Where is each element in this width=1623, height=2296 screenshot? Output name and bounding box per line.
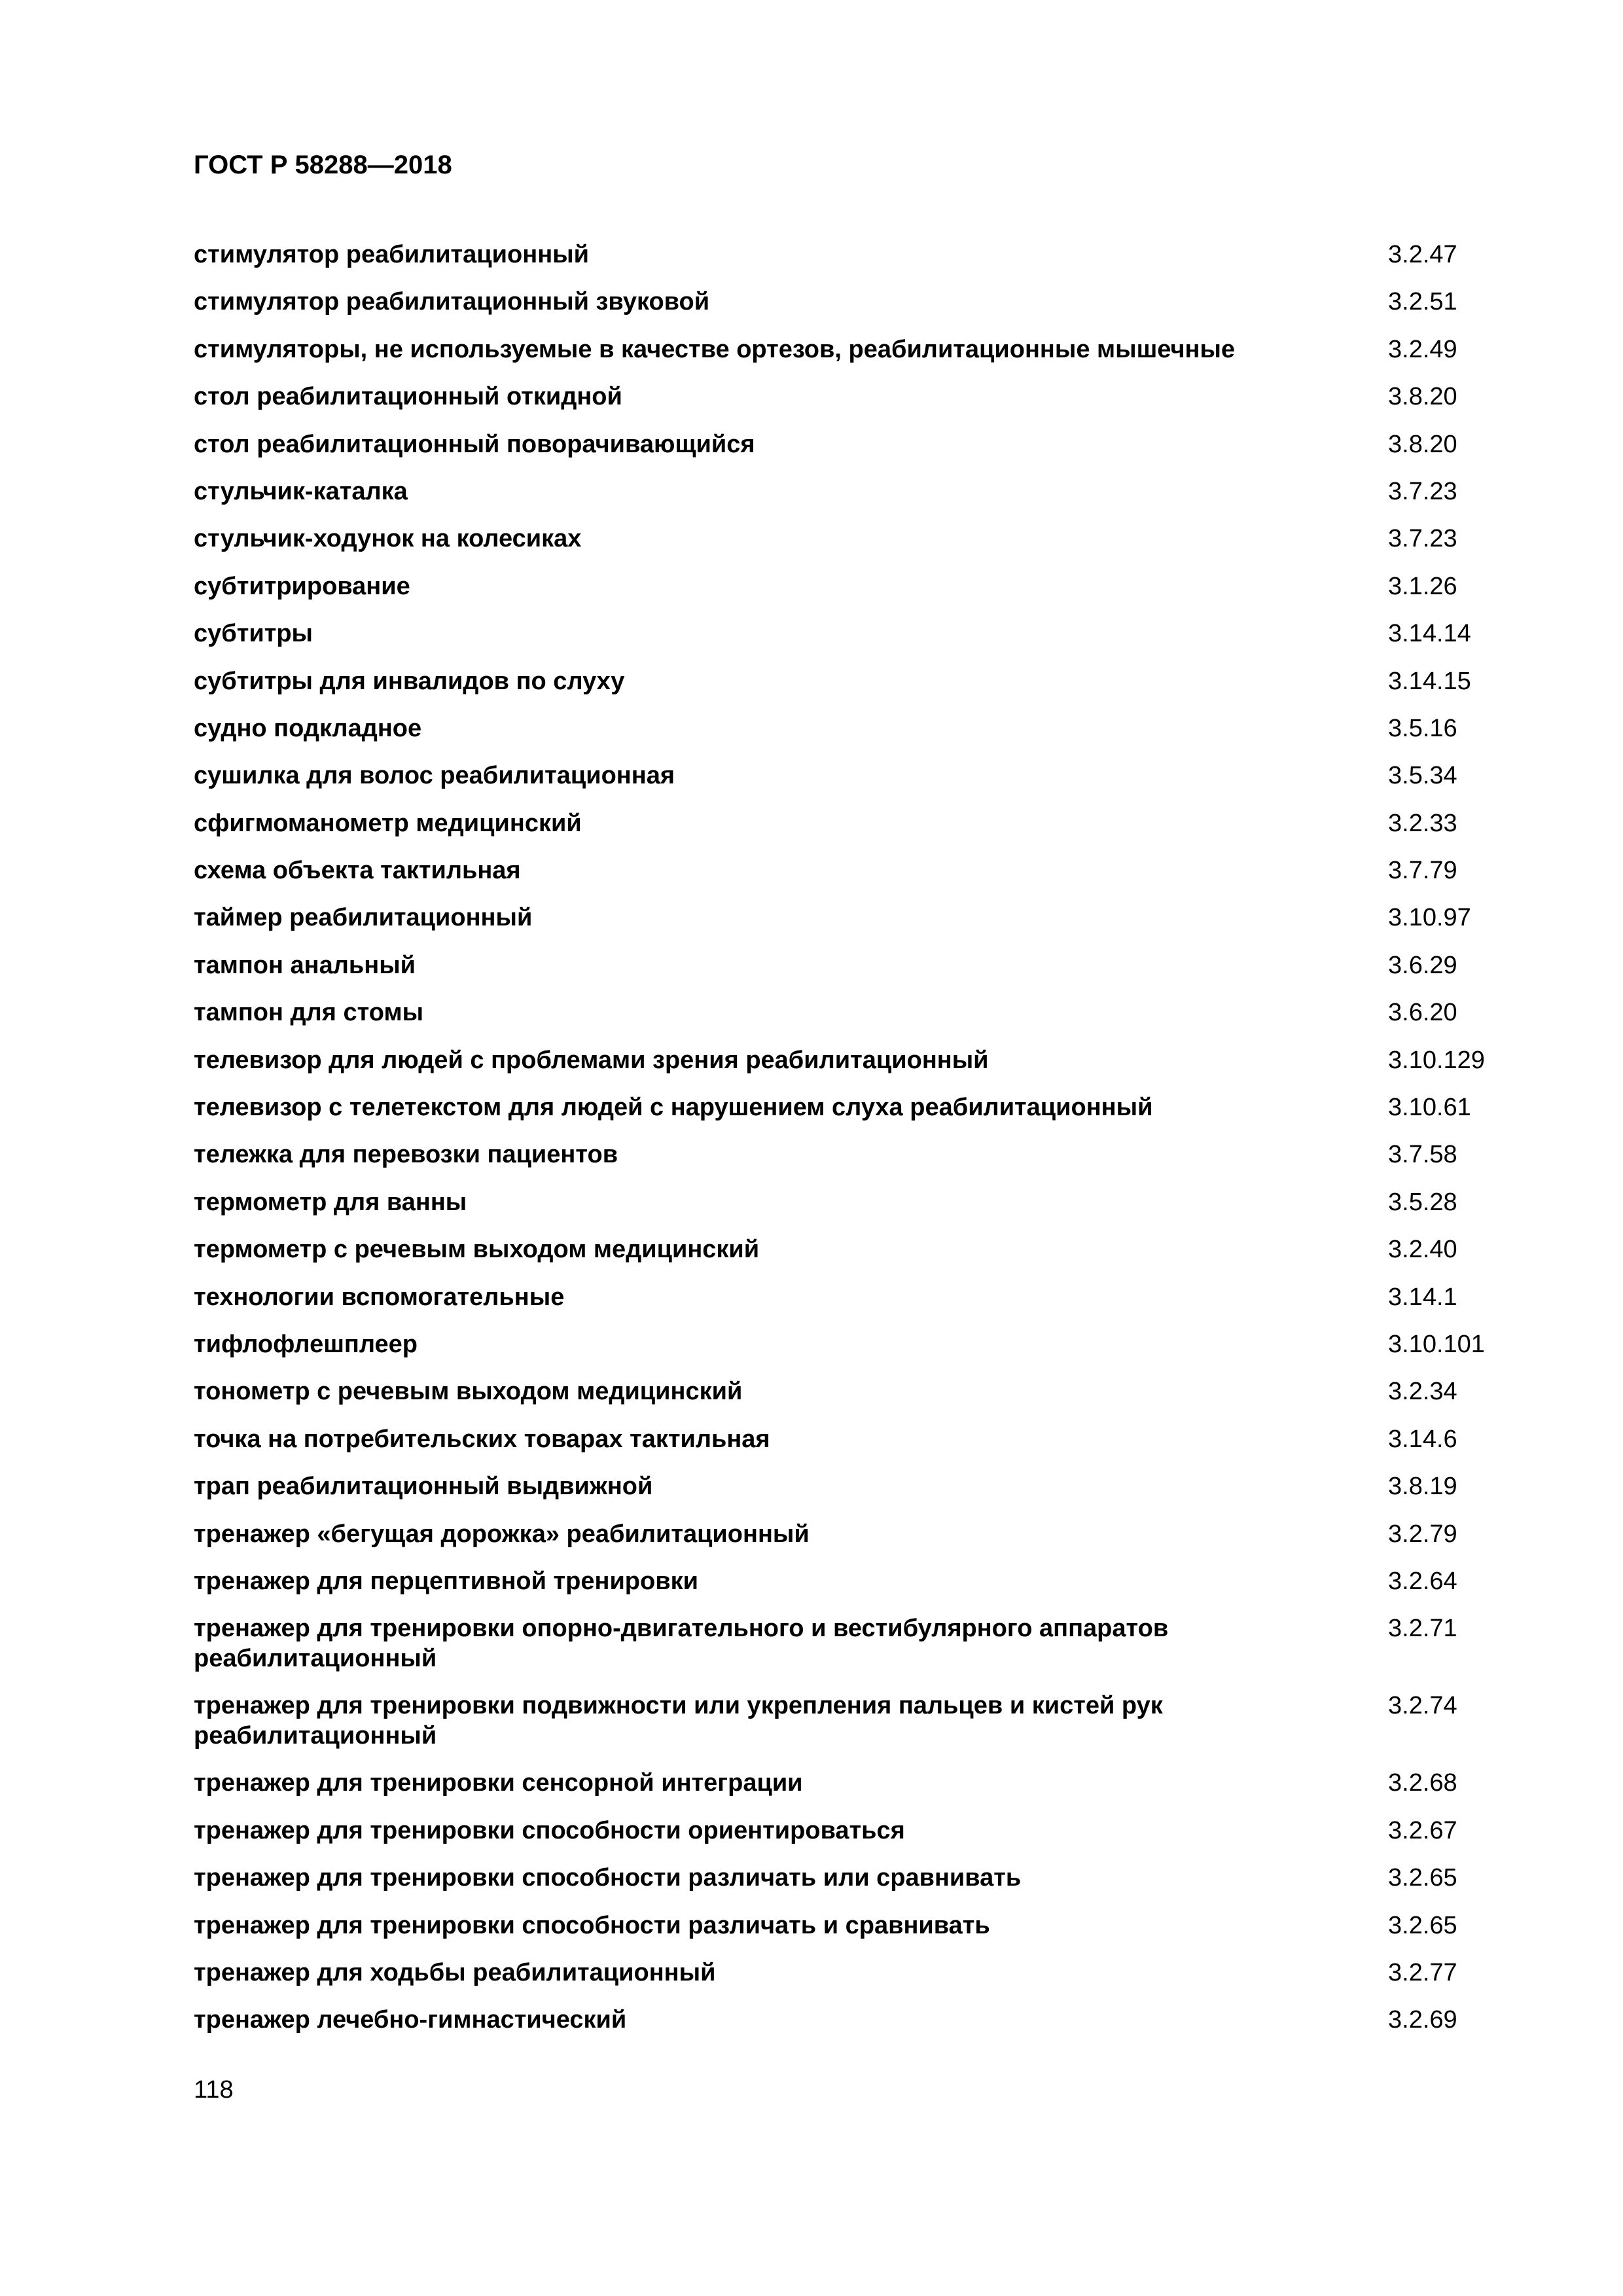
index-term: тренажер лечебно-гимнастический <box>194 2006 627 2034</box>
index-term: телевизор для людей с проблемами зрения реабилитационный <box>194 1046 989 1074</box>
index-term: точка на потребительских товарах тактильная <box>194 1425 770 1453</box>
index-ref: 3.10.97 <box>1388 904 1471 932</box>
index-row <box>194 1376 1503 1424</box>
index-ref: 3.7.23 <box>1388 477 1457 505</box>
index-term: стол реабилитационный поворачивающийся <box>194 430 755 458</box>
index-term: тренажер для тренировки подвижности или укрепления пальцев и кистей рук реабилитационный <box>194 1692 1163 1750</box>
index-ref: 3.10.61 <box>1388 1094 1471 1122</box>
index-ref: 3.2.77 <box>1388 1958 1457 1986</box>
index-ref: 3.2.69 <box>1388 2006 1457 2034</box>
index-row <box>194 950 1503 997</box>
index-ref: 3.7.23 <box>1388 525 1457 553</box>
index-row <box>194 1045 1503 1092</box>
index-ref: 3.2.67 <box>1388 1816 1457 1844</box>
index-list <box>194 240 1503 2053</box>
index-term: стол реабилитационный откидной <box>194 383 622 411</box>
index-row <box>194 240 1503 287</box>
index-row <box>194 1863 1503 1910</box>
index-term: тренажер для ходьбы реабилитационный <box>194 1958 716 1986</box>
index-ref: 3.14.1 <box>1388 1283 1457 1311</box>
index-row <box>194 429 1503 476</box>
index-row <box>194 1139 1503 1187</box>
index-ref: 3.7.58 <box>1388 1141 1457 1169</box>
index-ref: 3.2.34 <box>1388 1378 1457 1406</box>
index-ref: 3.5.34 <box>1388 762 1457 790</box>
index-row <box>194 1519 1503 1566</box>
index-row <box>194 1910 1503 1958</box>
index-row <box>194 2005 1503 2052</box>
index-row <box>194 1329 1503 1376</box>
index-ref: 3.2.51 <box>1388 288 1457 316</box>
index-ref: 3.14.14 <box>1388 620 1471 648</box>
index-ref: 3.6.20 <box>1388 999 1457 1027</box>
index-ref: 3.14.15 <box>1388 667 1471 695</box>
index-term: тифлофлешплеер <box>194 1330 418 1358</box>
index-row <box>194 1566 1503 1613</box>
index-ref: 3.7.79 <box>1388 857 1457 885</box>
index-term: стимулятор реабилитационный звуковой <box>194 288 710 316</box>
index-row <box>194 1424 1503 1471</box>
index-term: субтитрирование <box>194 572 410 600</box>
index-ref: 3.2.71 <box>1388 1615 1457 1643</box>
index-row <box>194 761 1503 808</box>
index-term: сфигмоманометр медицинский <box>194 809 582 837</box>
index-row <box>194 571 1503 619</box>
index-term: стульчик-каталка <box>194 477 408 505</box>
index-ref: 3.6.29 <box>1388 951 1457 979</box>
index-term: стульчик-ходунок на колесиках <box>194 525 582 553</box>
index-ref: 3.2.40 <box>1388 1236 1457 1264</box>
index-ref: 3.8.20 <box>1388 383 1457 411</box>
index-ref: 3.8.19 <box>1388 1473 1457 1501</box>
page-number: 118 <box>194 2076 234 2104</box>
index-row <box>194 1282 1503 1329</box>
index-row <box>194 1471 1503 1518</box>
index-term: тренажер для тренировки сенсорной интеграции <box>194 1769 803 1797</box>
index-term: тренажер для тренировки способности различать и сравнивать <box>194 1911 990 1939</box>
index-ref: 3.2.33 <box>1388 809 1457 837</box>
index-term: тренажер для перцептивной тренировки <box>194 1567 698 1595</box>
index-term: тренажер для тренировки способности различать или сравнивать <box>194 1864 1022 1892</box>
index-ref: 3.2.65 <box>1388 1864 1457 1892</box>
index-term: стимуляторы, не используемые в качестве ортезов, реабилитационные мышечные <box>194 335 1236 363</box>
index-row <box>194 524 1503 571</box>
index-row <box>194 287 1503 334</box>
index-term: субтитры для инвалидов по слуху <box>194 667 625 695</box>
index-ref: 3.2.79 <box>1388 1520 1457 1548</box>
index-term: стимулятор реабилитационный <box>194 241 589 268</box>
index-row <box>194 1958 1503 2005</box>
index-row <box>194 619 1503 666</box>
index-ref: 3.5.28 <box>1388 1188 1457 1216</box>
index-ref: 3.2.49 <box>1388 335 1457 363</box>
index-row <box>194 1234 1503 1282</box>
index-ref: 3.14.6 <box>1388 1425 1457 1453</box>
index-row <box>194 1816 1503 1863</box>
index-row <box>194 903 1503 950</box>
index-term: тренажер для тренировки способности ориентироваться <box>194 1816 905 1844</box>
index-ref: 3.2.64 <box>1388 1567 1457 1595</box>
index-term: трап реабилитационный выдвижной <box>194 1473 653 1501</box>
index-row <box>194 334 1503 382</box>
index-row <box>194 855 1503 903</box>
index-ref: 3.5.16 <box>1388 714 1457 742</box>
index-ref: 3.10.129 <box>1388 1046 1485 1074</box>
index-term: термометр для ванны <box>194 1188 467 1216</box>
index-ref: 3.8.20 <box>1388 430 1457 458</box>
index-term: тренажер для тренировки опорно-двигательного и вестибулярного аппаратов реабилитационный <box>194 1615 1169 1673</box>
index-row <box>194 713 1503 761</box>
index-term: тренажер «бегущая дорожка» реабилитационный <box>194 1520 810 1548</box>
index-term: тонометр с речевым выходом медицинский <box>194 1378 743 1406</box>
index-term: субтитры <box>194 620 313 648</box>
index-row <box>194 997 1503 1045</box>
index-row <box>194 382 1503 429</box>
index-ref: 3.2.74 <box>1388 1692 1457 1720</box>
index-ref: 3.10.101 <box>1388 1330 1485 1358</box>
index-term: тележка для перевозки пациентов <box>194 1141 618 1169</box>
index-row <box>194 808 1503 855</box>
index-term: тампон анальный <box>194 951 416 979</box>
index-term: термометр с речевым выходом медицинский <box>194 1236 760 1264</box>
index-term: тампон для стомы <box>194 999 424 1027</box>
index-ref: 3.1.26 <box>1388 572 1457 600</box>
index-term: схема объекта тактильная <box>194 857 521 885</box>
index-ref: 3.2.47 <box>1388 241 1457 268</box>
index-row <box>194 1092 1503 1139</box>
index-row <box>194 1613 1503 1691</box>
index-term: сушилка для волос реабилитационная <box>194 762 675 790</box>
document-header: ГОСТ Р 58288—2018 <box>194 151 452 179</box>
index-row <box>194 1768 1503 1815</box>
index-term: судно подкладное <box>194 714 422 742</box>
index-ref: 3.2.68 <box>1388 1769 1457 1797</box>
index-row <box>194 1187 1503 1234</box>
index-term: таймер реабилитационный <box>194 904 533 932</box>
index-row <box>194 1691 1503 1768</box>
index-row <box>194 666 1503 713</box>
index-row <box>194 476 1503 524</box>
index-term: телевизор с телетекстом для людей с нарушением слуха реабилитационный <box>194 1094 1153 1122</box>
index-ref: 3.2.65 <box>1388 1911 1457 1939</box>
index-term: технологии вспомогательные <box>194 1283 565 1311</box>
